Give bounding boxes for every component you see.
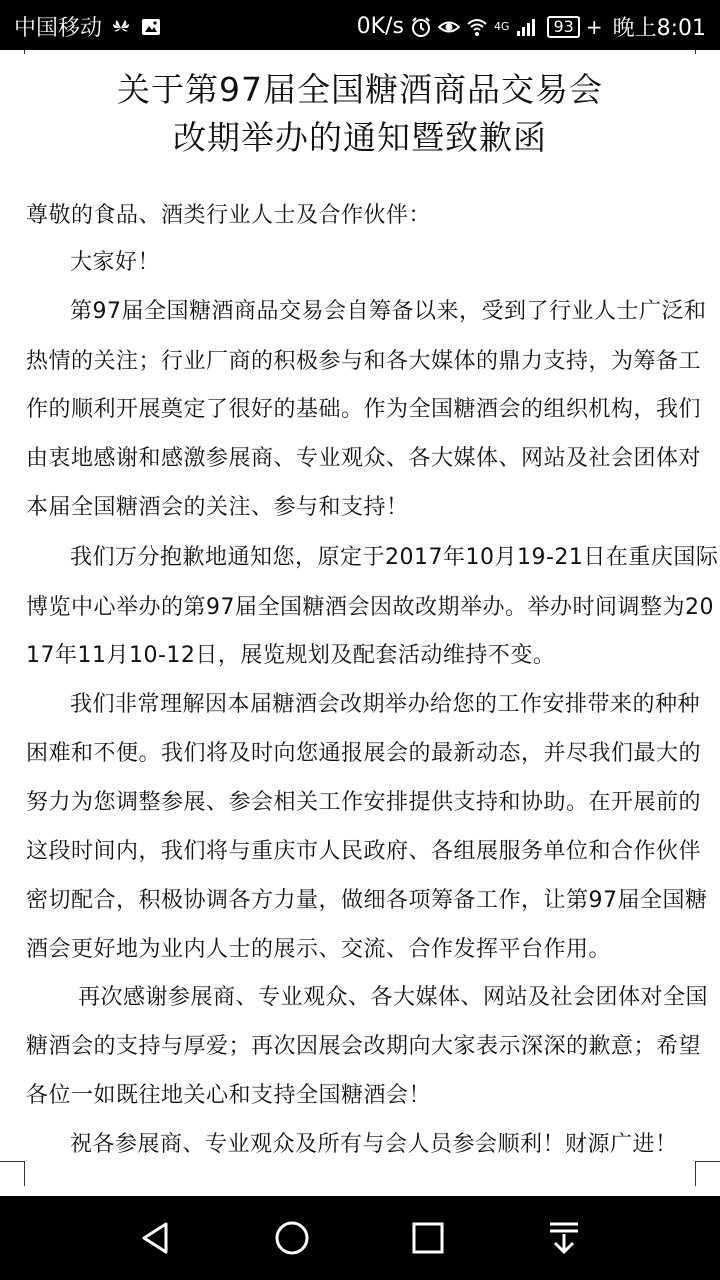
body-line: 努力为您调整参展、参会相关工作安排提供支持和协助。在开展前的	[26, 790, 702, 815]
body-line: 本届全国糖酒会的关注、参与和支持！	[26, 495, 409, 520]
wifi-icon	[466, 16, 488, 38]
navigation-bar	[0, 1196, 720, 1280]
recent-apps-square-icon[interactable]	[406, 1216, 450, 1260]
home-circle-icon[interactable]	[270, 1216, 314, 1260]
page-corner-mark	[0, 50, 25, 54]
page-corner-mark	[695, 1161, 720, 1186]
body-line: 17年11月10-12日，展览规划及配套活动维持不变。	[26, 643, 556, 668]
closing-line: 祝各参展商、专业观众及所有与会人员参会顺利！财源广进！	[70, 1132, 678, 1157]
eye-comfort-icon	[438, 16, 460, 38]
greeting: 大家好！	[70, 250, 161, 275]
clock-time: 晚上8:01	[612, 16, 706, 41]
body-line: 我们万分抱歉地通知您，原定于2017年10月19-21日在重庆国际	[70, 545, 719, 570]
body-line: 博览中心举办的第97届全国糖酒会因故改期举办。举办时间调整为20	[26, 595, 714, 620]
alarm-clock-icon	[410, 16, 432, 38]
signal-strength-icon	[515, 16, 537, 38]
gallery-notification-icon	[140, 16, 162, 38]
huawei-logo-icon	[110, 16, 132, 38]
document-title-line-2: 改期举办的通知暨致歉函	[173, 118, 547, 157]
back-triangle-icon[interactable]	[134, 1216, 178, 1260]
body-line: 糖酒会的支持与厚爱；再次因展会改期向大家表示深深的歉意；希望	[26, 1034, 702, 1059]
page-corner-mark	[0, 1161, 25, 1186]
carrier-label: 中国移动	[14, 16, 103, 41]
page-corner-mark	[695, 50, 720, 54]
body-line: 我们非常理解因本届糖酒会改期举办给您的工作安排带来的种种	[70, 692, 701, 717]
body-line: 密切配合，积极协调各方力量，做细各项筹备工作，让第97届全国糖	[26, 888, 708, 913]
salutation: 尊敬的食品、酒类行业人士及合作伙伴：	[26, 203, 432, 228]
network-speed: 0K/s	[356, 14, 404, 39]
body-line: 第97届全国糖酒商品交易会自筹备以来，受到了行业人士广泛和	[70, 299, 707, 324]
battery-icon: 93	[547, 16, 579, 38]
body-line: 作的顺利开展奠定了很好的基础。作为全国糖酒会的组织机构，我们	[26, 397, 702, 422]
charging-icon: +	[585, 14, 603, 39]
status-bar	[0, 0, 720, 50]
body-line: 再次感谢参展商、专业观众、各大媒体、网站及社会团体对全国	[78, 985, 709, 1010]
document-page	[0, 50, 720, 1196]
body-line: 热情的关注；行业厂商的积极参与和各大媒体的鼎力支持，为筹备工	[26, 349, 702, 374]
network-type: 4G	[493, 20, 510, 33]
body-line: 困难和不便。我们将及时向您通报展会的最新动态，并尽我们最大的	[26, 741, 702, 766]
notification-pull-down-icon[interactable]	[542, 1216, 586, 1260]
body-line: 酒会更好地为业内人士的展示、交流、合作发挥平台作用。	[26, 937, 612, 962]
body-line: 由衷地感谢和感激参展商、专业观众、各大媒体、网站及社会团体对	[26, 446, 702, 471]
body-line: 这段时间内，我们将与重庆市人民政府、各组展服务单位和合作伙伴	[26, 839, 702, 864]
body-line: 各位一如既往地关心和支持全国糖酒会！	[26, 1083, 432, 1108]
document-title-line-1: 关于第97届全国糖酒商品交易会	[117, 70, 603, 109]
